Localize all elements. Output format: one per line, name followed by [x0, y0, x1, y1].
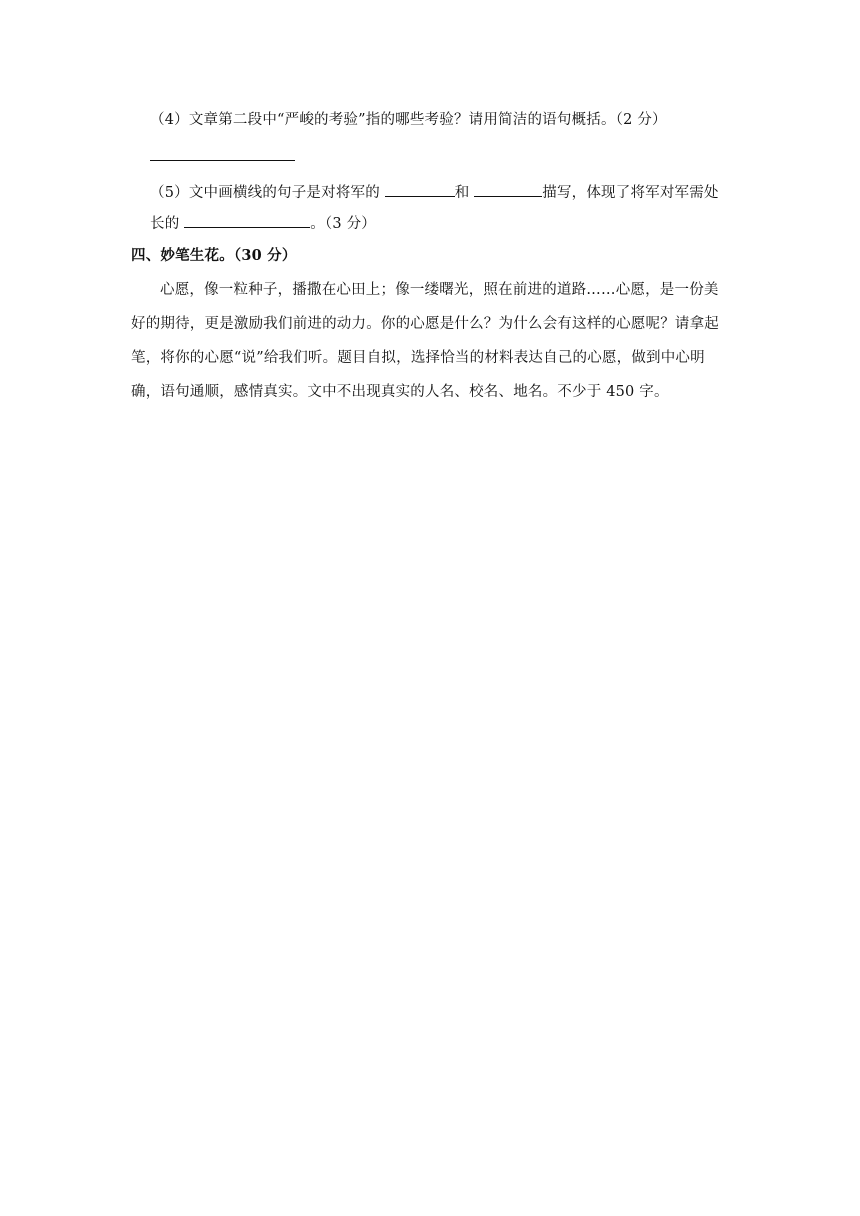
question-5-text-part-3: 描写，体现了将军对军需处: [542, 185, 719, 201]
question-5-line-2: [150, 213, 376, 234]
essay-prompt-line-2: 好的期待，更是激励我们前进的动力。你的心愿是什么？为什么会有这样的心愿呢？请拿起: [131, 316, 719, 332]
question-5-line-2-prefix: 长的: [150, 216, 185, 232]
question-5-line-1: [150, 182, 719, 203]
question-5-blank-1: [385, 182, 455, 197]
section-4-heading: 四、妙笔生花。（30 分）: [131, 247, 297, 264]
essay-prompt-line-4: 确，语句通顺，感情真实。文中不出现真实的人名、校名、地名。不少于 450 字。: [131, 384, 669, 400]
essay-prompt-line-3: 笔，将你的心愿“说”给我们听。题目自拟，选择恰当的材料表达自己的心愿，做到中心明: [131, 350, 705, 366]
essay-prompt-line-1: 心愿，像一粒种子，播撒在心田上；像一缕曙光，照在前进的道路……心愿，是一份美: [160, 282, 719, 298]
question-5-text-part-2: 和: [454, 185, 475, 201]
question-5-line-2-suffix: 。（3 分）: [310, 216, 377, 232]
question-5-blank-2: [474, 182, 542, 197]
question-5-text-part-1: （5）文中画横线的句子是对将军的: [150, 185, 385, 201]
question-4-answer-line: [150, 160, 295, 161]
question-4-text: （4）文章第二段中“严峻的考验”指的哪些考验？请用简洁的语句概括。（2 分）: [150, 112, 667, 128]
question-5-blank-3: [184, 213, 310, 228]
